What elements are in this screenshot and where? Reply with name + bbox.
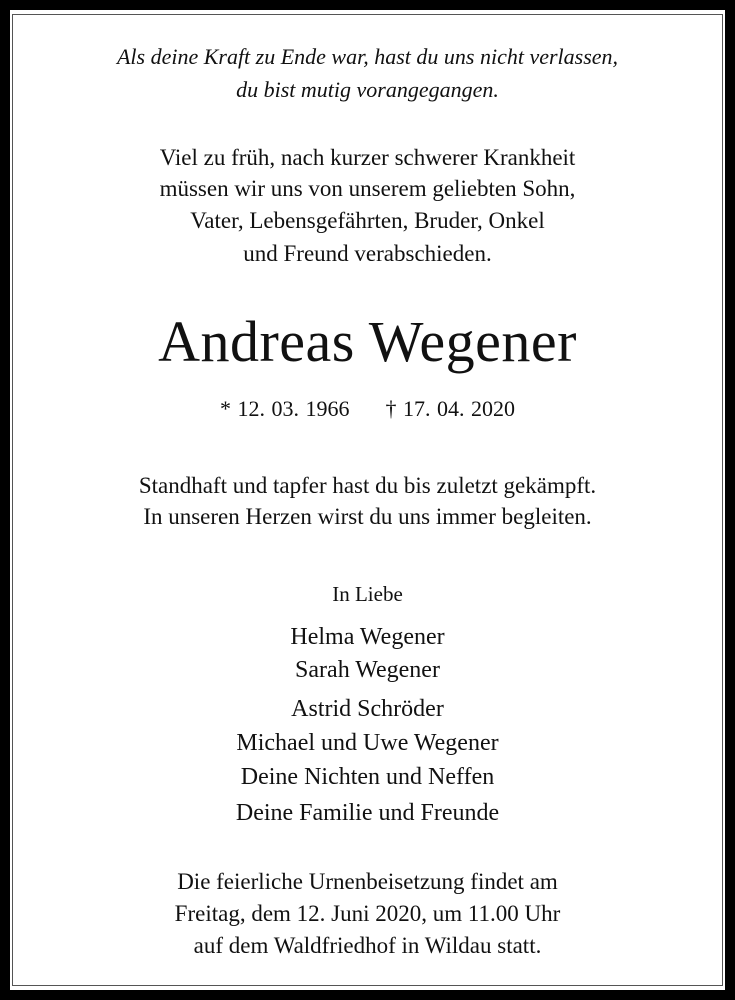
life-dates <box>10 394 725 424</box>
mourner: Michael und Uwe Wegener <box>236 730 499 756</box>
deceased-name: Andreas Wegener <box>158 309 577 374</box>
motto-line: du bist mutig vorangegangen. <box>236 77 499 102</box>
intro-line: und Freund verabschieden. <box>243 241 492 266</box>
mourner: Deine Familie und Freunde <box>235 800 500 826</box>
mourner: Sarah Wegener <box>295 657 440 683</box>
in-love-label: In Liebe <box>332 582 403 606</box>
mourner: Helma Wegener <box>290 624 445 650</box>
intro-line: Vater, Lebensgefährten, Bruder, Onkel <box>190 208 545 233</box>
intro-line: Viel zu früh, nach kurzer schwerer Krankheit <box>159 145 576 170</box>
birth-date: * 12. 03. 1966 <box>220 396 350 421</box>
tribute-line: In unseren Herzen wirst du uns immer begleiten. <box>143 504 592 529</box>
obituary-notice <box>10 10 725 990</box>
funeral-line: Freitag, dem 12. Juni 2020, um 11.00 Uhr <box>174 901 561 926</box>
funeral-line: auf dem Waldfriedhof in Wildau statt. <box>193 933 542 958</box>
death-date: † 17. 04. 2020 <box>385 396 515 421</box>
funeral-line: Die feierliche Urnenbeisetzung findet am <box>177 869 558 894</box>
mourner: Astrid Schröder <box>291 696 444 722</box>
tribute-line: Standhaft und tapfer hast du bis zuletzt gekämpft. <box>138 473 597 498</box>
intro-line: müssen wir uns von unserem geliebten Sohn, <box>159 176 576 201</box>
mourner: Deine Nichten und Neffen <box>240 764 495 790</box>
motto-line: Als deine Kraft zu Ende war, hast du uns nicht verlassen, <box>116 44 619 69</box>
